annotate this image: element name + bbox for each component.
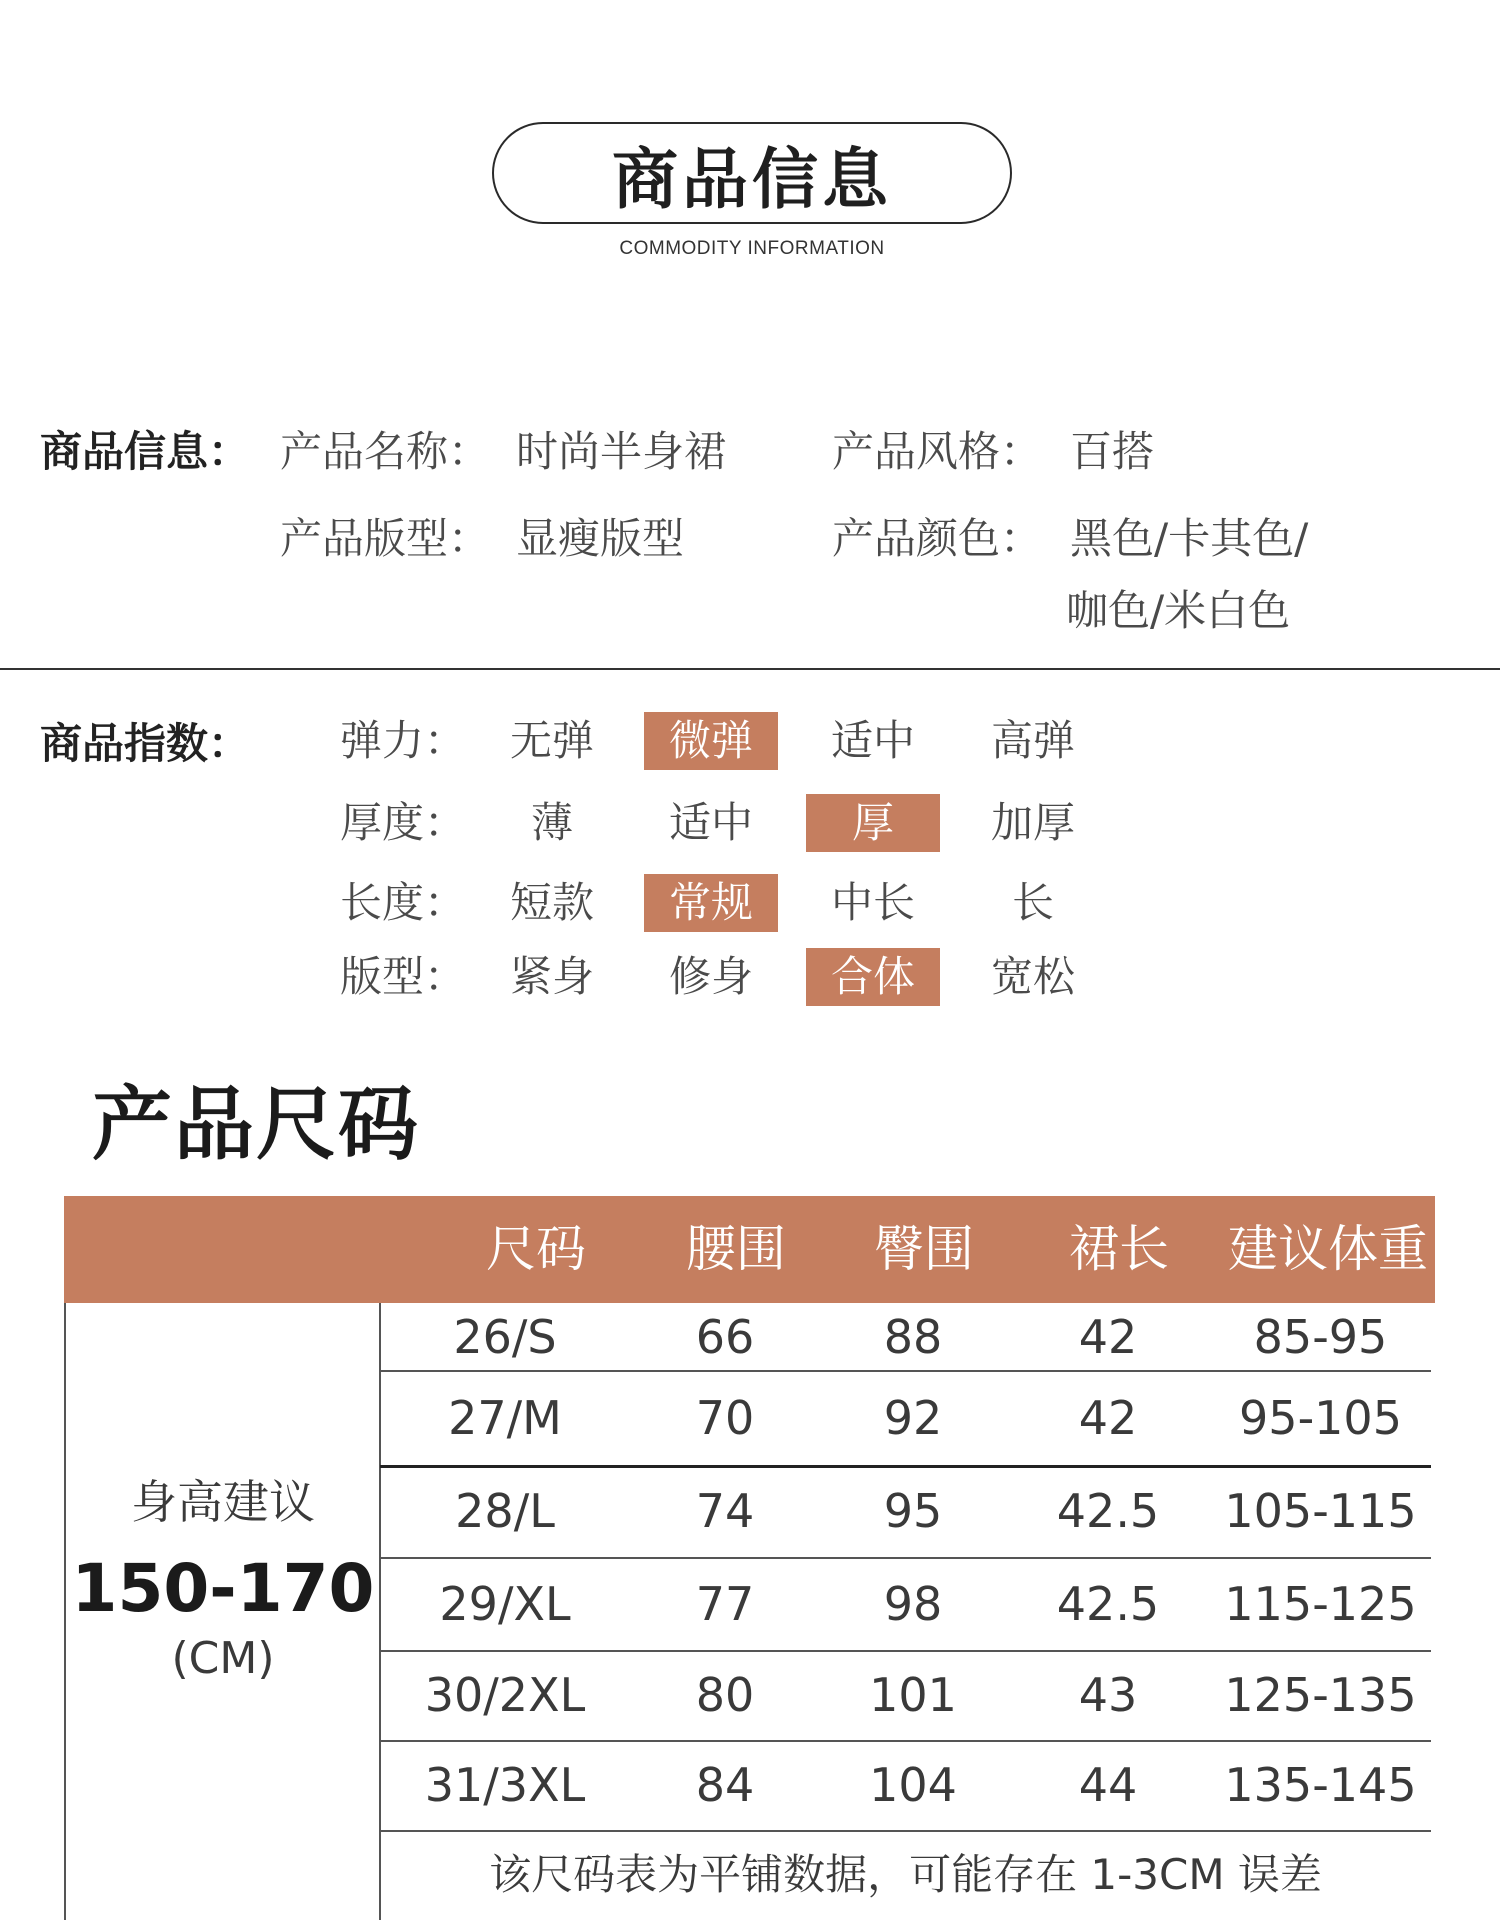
index-label: 商品指数： <box>40 719 251 768</box>
index-option: 宽松 <box>990 952 1075 1001</box>
index-option: 高弹 <box>990 716 1075 765</box>
cell-size: 26/S <box>453 1309 557 1364</box>
cell-size: 30/2XL <box>424 1668 586 1722</box>
section-subtitle: COMMODITY INFORMATION <box>619 238 885 259</box>
header-hip: 臀围 <box>874 1220 974 1278</box>
cell-length: 42 <box>1078 1309 1138 1364</box>
product-name-value: 时尚半身裙 <box>516 427 727 476</box>
index-option: 薄 <box>530 798 573 847</box>
info-label: 商品信息： <box>40 427 251 476</box>
index-option: 修身 <box>668 952 753 1001</box>
height-suggestion-unit: (CM) <box>171 1633 275 1684</box>
cell-waist: 74 <box>695 1484 755 1538</box>
cell-waist: 77 <box>695 1576 755 1631</box>
index-option-selected: 微弹 <box>644 712 778 770</box>
index-option: 长 <box>1011 878 1054 927</box>
cell-hip: 101 <box>869 1668 957 1722</box>
cell-hip: 95 <box>883 1484 943 1538</box>
product-color-value-1: 黑色/卡其色/ <box>1070 514 1309 563</box>
cell-waist: 66 <box>695 1309 755 1364</box>
cell-hip: 88 <box>883 1309 943 1364</box>
table-row <box>380 1370 1431 1465</box>
section-title: 商品信息 <box>612 140 892 218</box>
cell-length: 42.5 <box>1056 1484 1160 1538</box>
index-row-label: 弹力： <box>340 716 467 765</box>
table-row <box>380 1740 1431 1830</box>
cell-weight: 105-115 <box>1224 1484 1417 1538</box>
table-row <box>380 1650 1431 1740</box>
index-row-label: 长度： <box>340 878 467 927</box>
cell-waist: 80 <box>695 1668 755 1722</box>
product-color-value-2: 咖色/米白色 <box>1066 586 1291 635</box>
section-divider <box>0 668 1500 670</box>
row-divider <box>380 1650 1431 1652</box>
index-option-selected: 常规 <box>644 874 778 932</box>
index-row-label: 厚度： <box>340 798 467 847</box>
row-divider <box>380 1557 1431 1559</box>
header-waist: 腰围 <box>686 1220 786 1278</box>
row-divider <box>380 1740 1431 1742</box>
product-name-label: 产品名称： <box>280 427 491 476</box>
index-option: 短款 <box>509 878 594 927</box>
cell-weight: 85-95 <box>1253 1309 1388 1364</box>
table-row <box>380 1465 1431 1557</box>
cell-hip: 92 <box>883 1390 943 1445</box>
cell-size: 29/XL <box>439 1576 571 1631</box>
index-option: 适中 <box>830 716 915 765</box>
product-style-label: 产品风格： <box>832 427 1043 476</box>
header-skirt-length: 裙长 <box>1069 1220 1169 1278</box>
cell-waist: 70 <box>695 1390 755 1445</box>
index-option: 中长 <box>830 878 915 927</box>
index-row-label: 版型： <box>340 952 467 1001</box>
table-row <box>380 1557 1431 1650</box>
cell-length: 42 <box>1078 1390 1138 1445</box>
row-divider <box>380 1370 1431 1372</box>
index-option-selected: 合体 <box>806 948 940 1006</box>
cell-hip: 98 <box>883 1576 943 1631</box>
index-option-selected: 厚 <box>806 794 940 852</box>
cell-weight: 115-125 <box>1224 1576 1417 1631</box>
cell-size: 27/M <box>448 1390 562 1445</box>
height-suggestion-label: 身高建议 <box>131 1475 315 1529</box>
size-chart-note: 该尺码表为平铺数据，可能存在 1-3CM 误差 <box>489 1850 1322 1899</box>
product-color-label: 产品颜色： <box>832 514 1043 563</box>
cell-size: 31/3XL <box>424 1758 586 1812</box>
height-suggestion-range: 150-170 <box>71 1550 375 1627</box>
header-size: 尺码 <box>486 1220 586 1278</box>
row-divider <box>380 1830 1431 1832</box>
index-option: 紧身 <box>509 952 594 1001</box>
cell-hip: 104 <box>869 1758 957 1812</box>
cell-size: 28/L <box>455 1484 555 1538</box>
cell-length: 44 <box>1078 1758 1138 1812</box>
cell-waist: 84 <box>695 1758 755 1812</box>
cell-length: 43 <box>1078 1668 1138 1722</box>
section-title-pill <box>492 122 1012 224</box>
index-option: 无弹 <box>509 716 594 765</box>
cell-weight: 125-135 <box>1224 1668 1417 1722</box>
size-table-header <box>64 1196 1435 1303</box>
product-fit-label: 产品版型： <box>280 514 491 563</box>
cell-length: 42.5 <box>1056 1576 1160 1631</box>
index-option: 加厚 <box>990 798 1075 847</box>
row-divider <box>380 1465 1431 1468</box>
product-fit-value: 显瘦版型 <box>516 514 685 563</box>
product-style-value: 百搭 <box>1070 427 1155 476</box>
cell-weight: 135-145 <box>1224 1758 1417 1812</box>
index-option: 适中 <box>668 798 753 847</box>
cell-weight: 95-105 <box>1239 1390 1402 1445</box>
table-row <box>380 1303 1431 1370</box>
size-chart-title: 产品尺码 <box>92 1078 420 1171</box>
header-suggested-weight: 建议体重 <box>1228 1220 1428 1278</box>
